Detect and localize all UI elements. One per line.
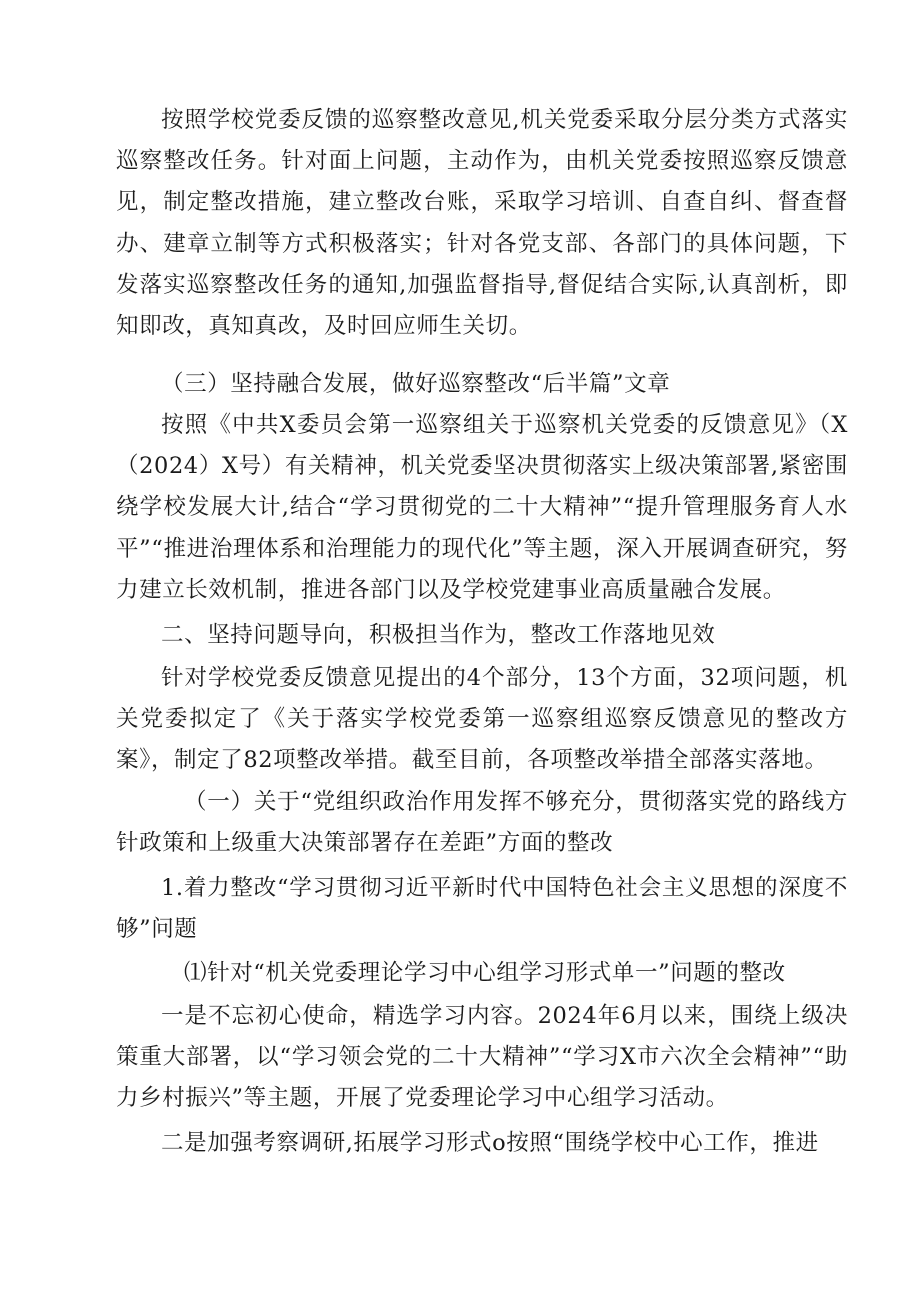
paragraph-inspection-rectification: 按照学校党委反馈的巡察整改意见,机关党委采取分层分类方式落实巡察整改任务。针对面上问题，主动作为，由机关党委按照巡察反馈意见，制定整改措施，建立整改台账，采取学习培训、自查自纠、督查督办、建章立制等方式积极落实；针对各党支部、各部门的具体问题，下发落实巡察整改任务的通知,加强监督指导,督促结合实际,认真剖析，即知即改，真知真改，及时回应师生关切。: [116, 107, 848, 340]
subitem-heading-study-form: ⑴针对“机关党委理论学习中心组学习形式单一”问题的整改: [184, 960, 786, 986]
section-heading-integration: （三）坚持融合发展，做好巡察整改“后半篇”文章: [161, 371, 671, 397]
paragraph-rectification-plan: 针对学校党委反馈意见提出的4个部分，13个方面，32项问题，机关党委拟定了《关于落实学校党委第一巡察组巡察反馈意见的整改方案》，制定了82项整改举措。截至目前，各项整改举措全部落实落地。: [116, 665, 848, 774]
item-heading-study-depth: 1.着力整改“学习贯彻习近平新时代中国特色社会主义思想的深度不够”问题: [116, 875, 848, 943]
paragraph-feedback-opinion: 按照《中共X委员会第一巡察组关于巡察机关党委的反馈意见》（X（2024）X号）有关精神，机关党委坚决贯彻落实上级决策部署,紧密围绕学校发展大计,结合“学习贯彻党的二十大精神”“提升管理服务育人水平”“推进治理体系和治理能力的现代化”等主题，深入开展调查研究，努力建立长效机制，推进各部门以及学校党建事业高质量融合发展。: [116, 412, 848, 603]
subsection-heading-political-role: （一）关于“党组织政治作用发挥不够充分，贯彻落实党的路线方针政策和上级重大决策部署存在差距”方面的整改: [116, 789, 848, 857]
paragraph-study-content: 一是不忘初心使命，精选学习内容。2024年6月以来，围绕上级决策重大部署，以“学习领会党的二十大精神”“学习X市六次全会精神”“助力乡村振兴”等主题，开展了党委理论学习中心组学习活动。: [116, 1003, 848, 1112]
paragraph-study-research: 二是加强考察调研,拓展学习形式o按照“围绕学校中心工作，推进: [161, 1130, 819, 1156]
section-heading-problem-oriented: 二、坚持问题导向，积极担当作为，整改工作落地见效: [161, 622, 716, 648]
